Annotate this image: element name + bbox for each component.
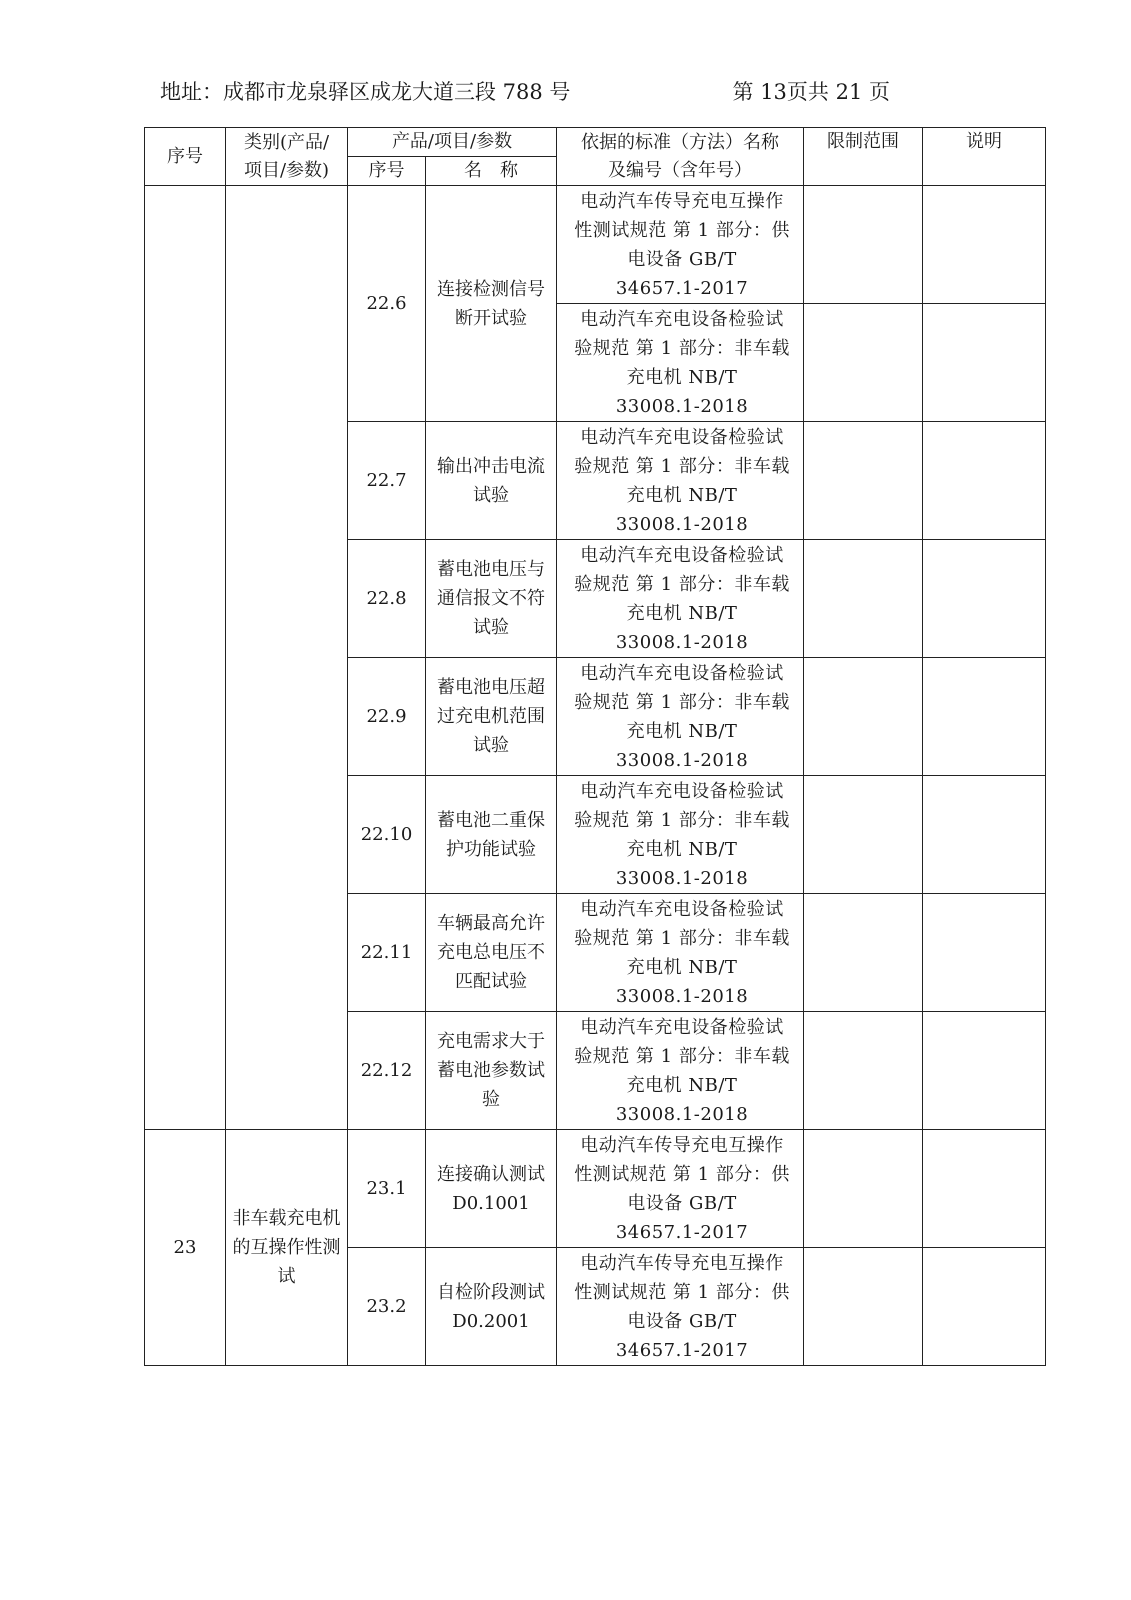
cell-limit xyxy=(804,894,923,1012)
standard-line: 验规范 第 1 部分：非车载 xyxy=(574,337,790,359)
header-seq: 序号 xyxy=(145,128,226,186)
cell-standard xyxy=(557,422,804,540)
standard-line: 验规范 第 1 部分：非车载 xyxy=(574,1045,790,1067)
standard-line: 充电机 NB/T xyxy=(626,1074,738,1096)
cell-standard xyxy=(557,1130,804,1248)
cell-standard xyxy=(557,1248,804,1366)
standard-line: 33008.1-2018 xyxy=(615,985,749,1007)
standard-line: 电动汽车充电设备检验试 xyxy=(580,308,784,330)
cell-limit xyxy=(804,186,923,304)
header-name: 名 称 xyxy=(426,157,557,186)
cell-standard xyxy=(557,776,804,894)
standard-line: 33008.1-2018 xyxy=(615,867,749,889)
standard-line: 验规范 第 1 部分：非车载 xyxy=(574,573,790,595)
cell-standard xyxy=(557,304,804,422)
cell-limit xyxy=(804,658,923,776)
standard-line: 34657.1-2017 xyxy=(615,277,749,299)
page-number: 第 13页共 21 页 xyxy=(732,80,890,104)
standard-line: 33008.1-2018 xyxy=(615,513,749,535)
cell-standard xyxy=(557,186,804,304)
standard-line: 验规范 第 1 部分：非车载 xyxy=(574,927,790,949)
cell-name: 蓄电池电压超过充电机范围试验 xyxy=(426,658,557,776)
header-standard xyxy=(557,128,804,186)
cell-standard xyxy=(557,540,804,658)
cell-note xyxy=(923,1130,1046,1248)
standard-line: 性测试规范 第 1 部分：供 xyxy=(574,1163,790,1185)
standard-line: 电动汽车充电设备检验试 xyxy=(580,426,784,448)
header-note: 说明 xyxy=(923,128,1046,186)
standard-line: 验规范 第 1 部分：非车载 xyxy=(574,809,790,831)
cell-name: 连接检测信号断开试验 xyxy=(426,186,557,422)
standard-line: 电动汽车充电设备检验试 xyxy=(580,1016,784,1038)
standard-line: 34657.1-2017 xyxy=(615,1221,749,1243)
header-category-line1: 类别(产品/ xyxy=(243,131,330,153)
standard-line: 性测试规范 第 1 部分：供 xyxy=(574,1281,790,1303)
standard-line: 充电机 NB/T xyxy=(626,956,738,978)
standard-line: 电动汽车传导充电互操作 xyxy=(580,1134,784,1156)
standard-line: 33008.1-2018 xyxy=(615,1103,749,1125)
standard-line: 电动汽车传导充电互操作 xyxy=(580,190,784,212)
cell-seq: 23 xyxy=(145,1130,226,1366)
cell-sub-seq: 22.6 xyxy=(348,186,426,422)
header-product-group: 产品/项目/参数 xyxy=(348,128,557,157)
cell-note xyxy=(923,304,1046,422)
cell-limit xyxy=(804,776,923,894)
standard-line: 充电机 NB/T xyxy=(626,602,738,624)
cell-sub-seq: 23.2 xyxy=(348,1248,426,1366)
header-standard-line1: 依据的标准（方法）名称 xyxy=(581,131,780,153)
cell-note xyxy=(923,186,1046,304)
cell-sub-seq: 23.1 xyxy=(348,1130,426,1248)
header-limit: 限制范围 xyxy=(804,128,923,186)
cell-name: 输出冲击电流试验 xyxy=(426,422,557,540)
cell-note xyxy=(923,776,1046,894)
header-category xyxy=(226,128,348,186)
cell-category xyxy=(226,186,348,1130)
standard-line: 电设备 GB/T xyxy=(627,1310,737,1332)
table-row xyxy=(145,186,1046,304)
standard-line: 34657.1-2017 xyxy=(615,1339,749,1361)
cell-sub-seq: 22.12 xyxy=(348,1012,426,1130)
cell-name: 自检阶段测试 D0.2001 xyxy=(426,1248,557,1366)
cell-note xyxy=(923,540,1046,658)
cell-name: 车辆最高允许充电总电压不匹配试验 xyxy=(426,894,557,1012)
cell-limit xyxy=(804,540,923,658)
header-category-line2: 项目/参数) xyxy=(243,159,330,181)
cell-note xyxy=(923,422,1046,540)
cell-category: 非车载充电机的互操作性测试 xyxy=(226,1130,348,1366)
page-header xyxy=(160,76,890,110)
cell-sub-seq: 22.11 xyxy=(348,894,426,1012)
standard-line: 电动汽车充电设备检验试 xyxy=(580,780,784,802)
cell-standard xyxy=(557,1012,804,1130)
cell-limit xyxy=(804,304,923,422)
standard-line: 验规范 第 1 部分：非车载 xyxy=(574,691,790,713)
cell-name: 蓄电池二重保护功能试验 xyxy=(426,776,557,894)
standard-line: 电动汽车传导充电互操作 xyxy=(580,1252,784,1274)
standard-line: 33008.1-2018 xyxy=(615,749,749,771)
standard-line: 电动汽车充电设备检验试 xyxy=(580,544,784,566)
standard-line: 性测试规范 第 1 部分：供 xyxy=(574,219,790,241)
cell-note xyxy=(923,1248,1046,1366)
standard-line: 充电机 NB/T xyxy=(626,838,738,860)
header-sub-seq: 序号 xyxy=(348,157,426,186)
cell-sub-seq: 22.8 xyxy=(348,540,426,658)
standard-line: 33008.1-2018 xyxy=(615,395,749,417)
cell-limit xyxy=(804,422,923,540)
cell-name: 连接确认测试 D0.1001 xyxy=(426,1130,557,1248)
cell-note xyxy=(923,658,1046,776)
table-row xyxy=(145,1130,1046,1248)
standard-line: 33008.1-2018 xyxy=(615,631,749,653)
standard-line: 电动汽车充电设备检验试 xyxy=(580,662,784,684)
standard-line: 充电机 NB/T xyxy=(626,720,738,742)
scope-table xyxy=(144,127,1046,1366)
cell-sub-seq: 22.10 xyxy=(348,776,426,894)
cell-limit xyxy=(804,1012,923,1130)
cell-note xyxy=(923,1012,1046,1130)
address-text: 地址：成都市龙泉驿区成龙大道三段 788 号 xyxy=(160,80,571,104)
cell-note xyxy=(923,894,1046,1012)
cell-limit xyxy=(804,1130,923,1248)
standard-line: 电设备 GB/T xyxy=(627,1192,737,1214)
standard-line: 充电机 NB/T xyxy=(626,484,738,506)
header-standard-line2: 及编号（含年号） xyxy=(608,159,753,181)
cell-seq xyxy=(145,186,226,1130)
cell-name: 充电需求大于蓄电池参数试验 xyxy=(426,1012,557,1130)
standard-line: 电设备 GB/T xyxy=(627,248,737,270)
cell-sub-seq: 22.9 xyxy=(348,658,426,776)
standard-line: 电动汽车充电设备检验试 xyxy=(580,898,784,920)
standard-line: 验规范 第 1 部分：非车载 xyxy=(574,455,790,477)
cell-sub-seq: 22.7 xyxy=(348,422,426,540)
standard-line: 充电机 NB/T xyxy=(626,366,738,388)
cell-limit xyxy=(804,1248,923,1366)
cell-standard xyxy=(557,894,804,1012)
cell-name: 蓄电池电压与通信报文不符试验 xyxy=(426,540,557,658)
cell-standard xyxy=(557,658,804,776)
